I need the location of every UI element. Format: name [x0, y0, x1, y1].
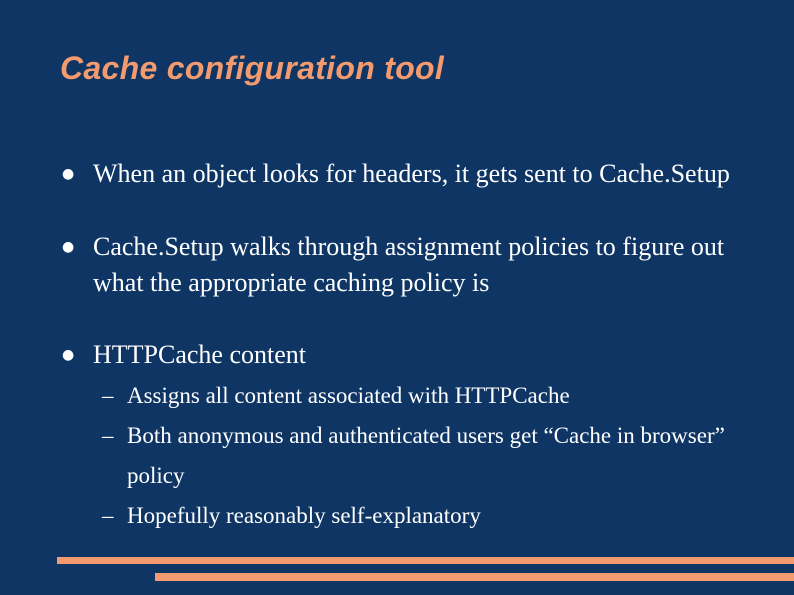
bullet-marker: ● [62, 347, 75, 363]
bullet-marker: ● [62, 239, 75, 255]
decorative-accent-bar [155, 573, 794, 581]
bullet-text: When an object looks for headers, it gets sent to Cache.Setup [93, 159, 730, 188]
bullet-text: HTTPCache content [93, 340, 306, 369]
sub-bullet-text: Hopefully reasonably self-explanatory [127, 503, 481, 528]
sub-bullet-marker: – [102, 383, 114, 408]
slide-title: Cache configuration tool [60, 50, 445, 86]
sub-bullet-marker: – [102, 423, 114, 448]
bullet-text: Cache.Setup walks through assignment policies to figure out what the appropriate caching policy is [93, 232, 725, 297]
sub-bullet-text: Assigns all content associated with HTTPCache [127, 383, 570, 408]
decorative-accent-bar [57, 557, 794, 564]
sub-bullet-marker: – [102, 503, 114, 528]
sub-bullet-text: Both anonymous and authenticated users get “Cache in browser” policy [127, 423, 725, 488]
bullet-marker: ● [62, 166, 75, 182]
